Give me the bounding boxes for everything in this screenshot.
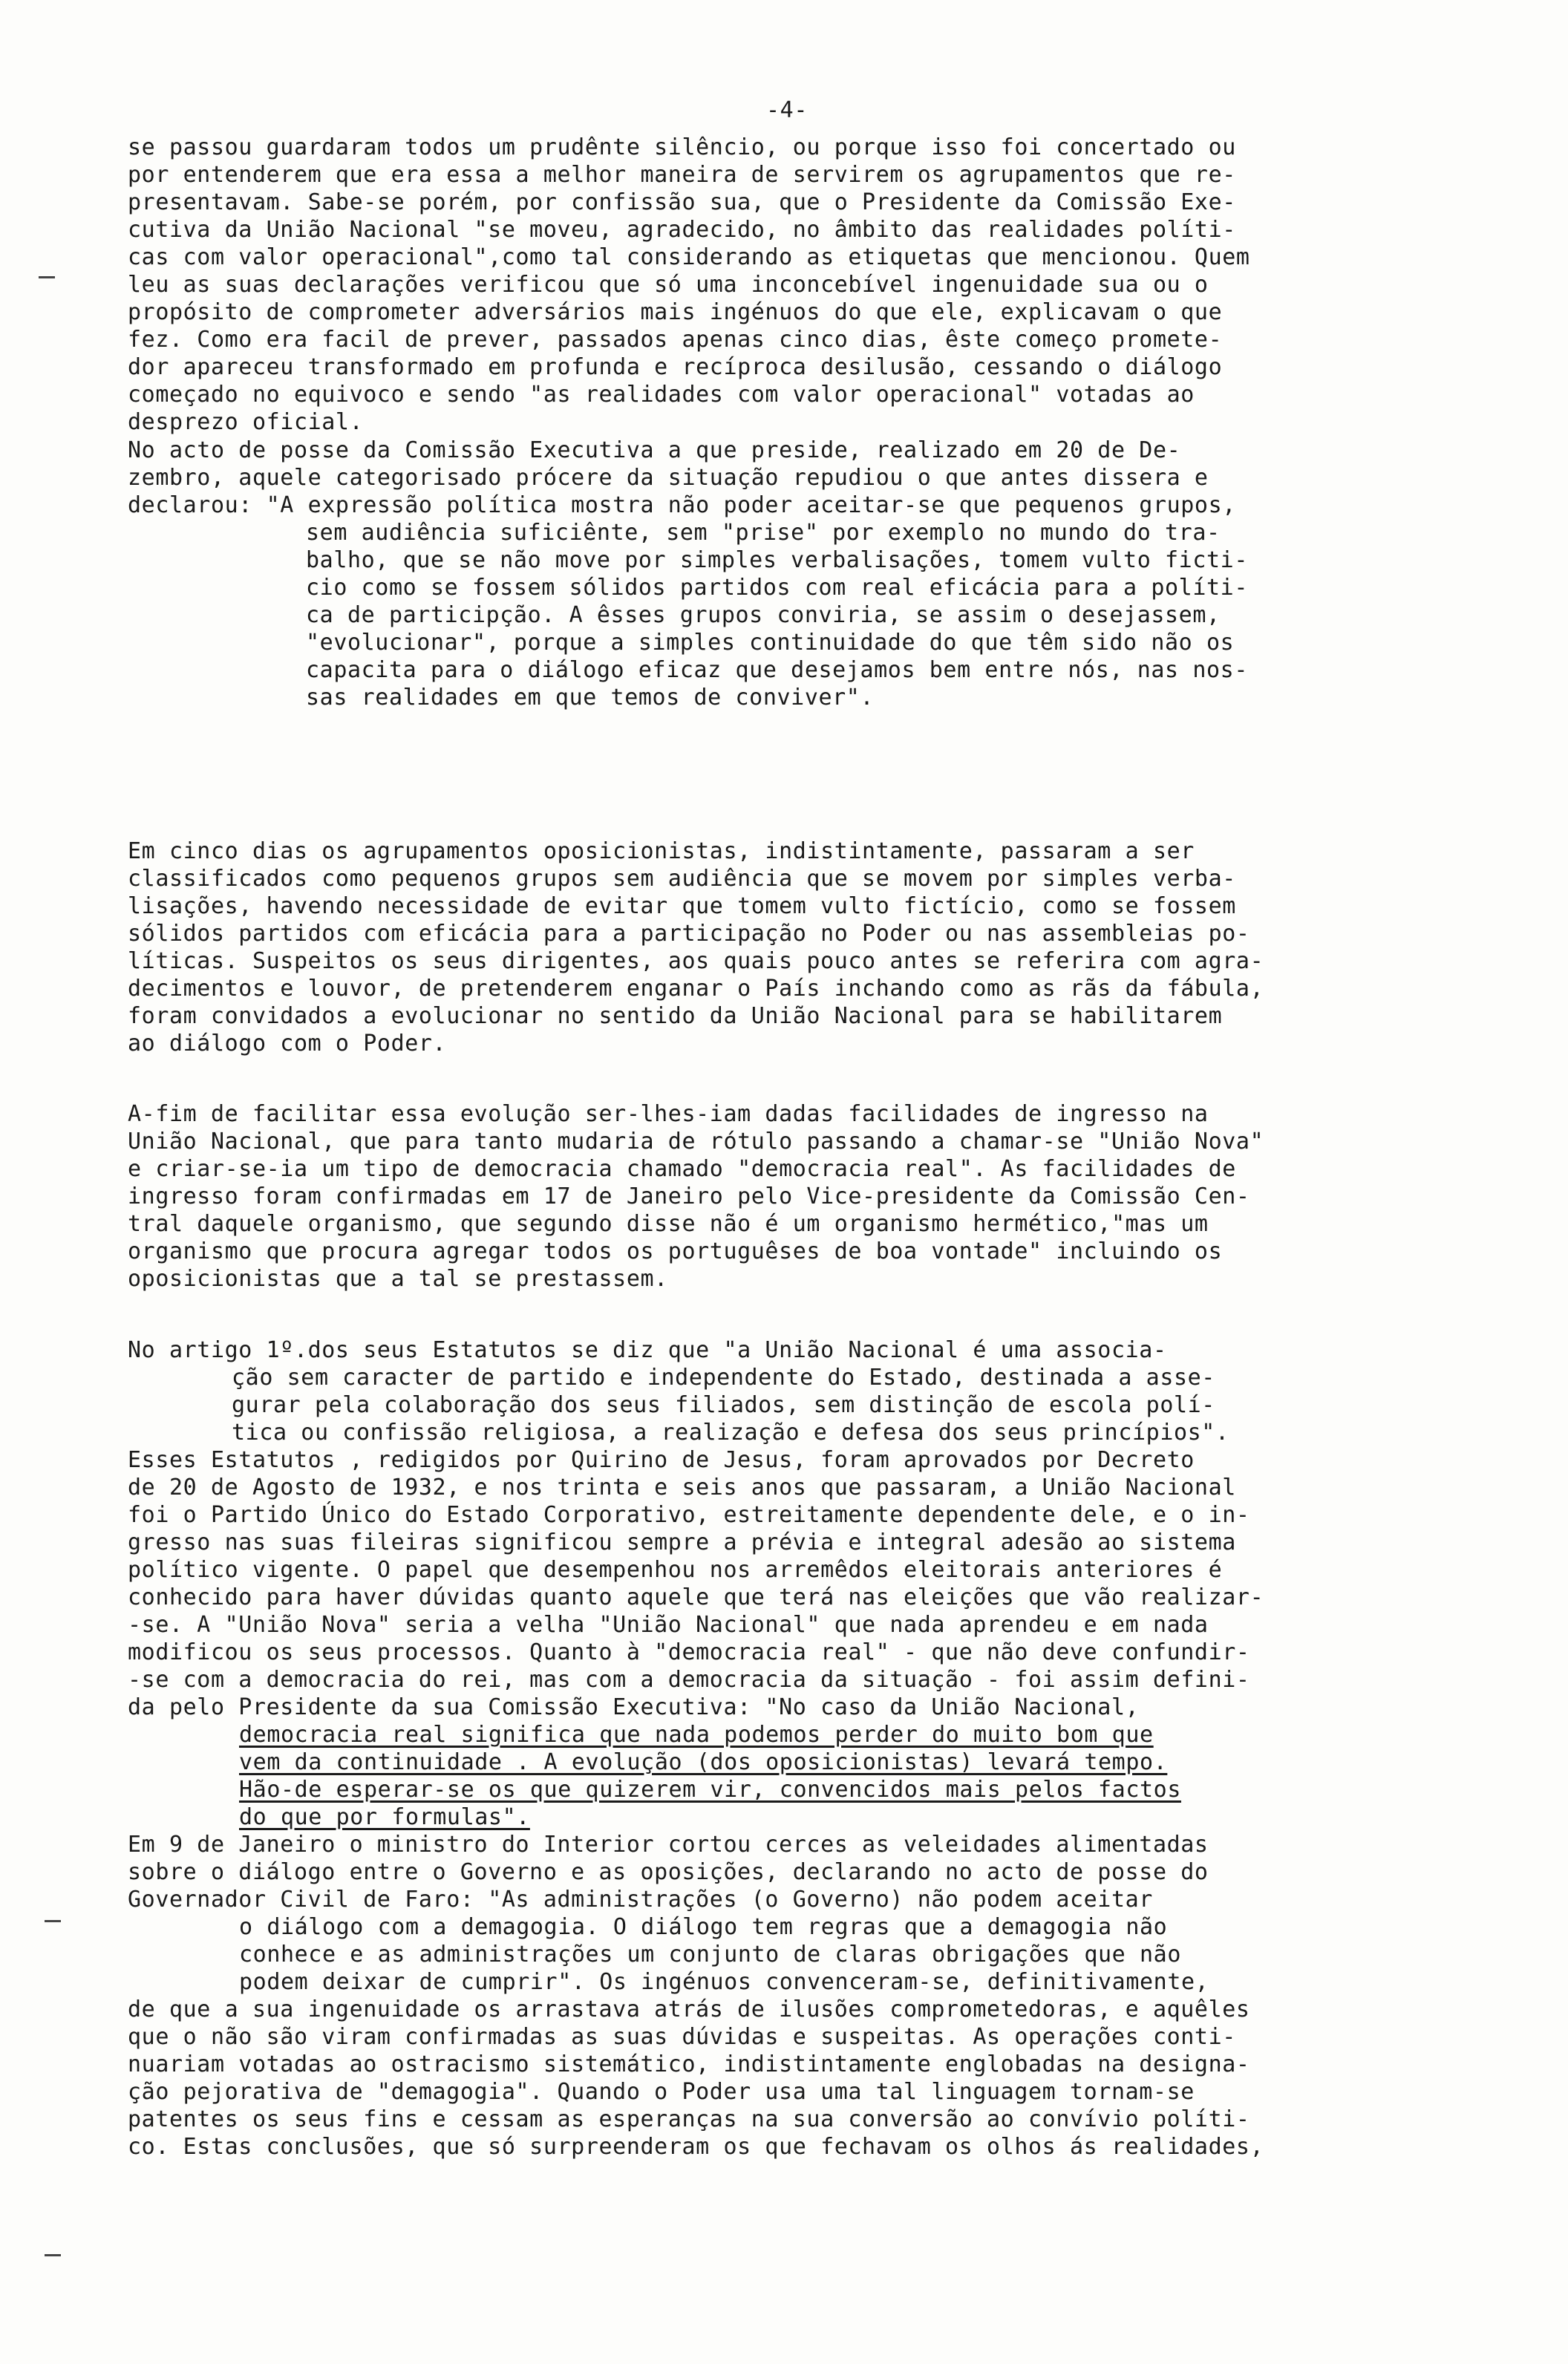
text-line: cutiva da União Nacional "se moveu, agradecido, no âmbito das realidades políti- <box>128 217 1236 243</box>
paragraph <box>128 1336 1523 1721</box>
text-line: lisações, havendo necessidade de evitar que tomem vulto fictício, como se fossem <box>128 893 1236 919</box>
text-line: sas realidades em que temos de conviver". <box>306 685 875 711</box>
text-line: cio como se fossem sólidos partidos com real eficácia para a políti- <box>306 575 1248 601</box>
text-line: oposicionistas que a tal se prestassem. <box>128 1266 668 1292</box>
text-line: zembro, aquele categorisado prócere da situação repudiou o que antes dissera e <box>128 465 1209 491</box>
paragraph <box>128 837 1523 1057</box>
text-line: leu as suas declarações verificou que só uma inconcebível ingenuidade sua ou o <box>128 272 1209 298</box>
text-line: classificados como pequenos grupos sem audiência que se movem por simples verba- <box>128 866 1236 892</box>
text-line: Em cinco dias os agrupamentos oposicionistas, indistintamente, passaram a ser <box>128 838 1195 864</box>
text-line: começado no equivoco e sendo "as realidades com valor operacional" votadas ao <box>128 382 1195 408</box>
text-line: presentavam. Sabe-se porém, por confissão sua, que o Presidente da Comissão Exe- <box>128 189 1236 215</box>
text-line: foram convidados a evolucionar no sentido da União Nacional para se habilitarem <box>128 1003 1223 1029</box>
margin-mark <box>39 276 55 278</box>
text-line: balho, que se não move por simples verbalisações, tomem vulto ficti- <box>306 547 1248 573</box>
paragraph <box>128 1100 1523 1293</box>
text-line: o diálogo com a demagogia. O diálogo tem regras que a demagogia não <box>239 1914 1168 1940</box>
text-line: co. Estas conclusões, que só surpreenderam os que fechavam os olhos ás realidades, <box>128 2134 1264 2160</box>
text-line: e criar-se-ia um tipo de democracia chamado "democracia real". As facilidades de <box>128 1156 1236 1182</box>
text-line: sem audiência suficiênte, sem "prise" por exemplo no mundo do tra- <box>306 520 1221 546</box>
text-line: fez. Como era facil de prever, passados apenas cinco dias, êste começo promete- <box>128 327 1223 353</box>
paragraph <box>128 1831 1523 2161</box>
paragraph <box>128 1721 1523 1831</box>
text-line: A-fim de facilitar essa evolução ser-lhes-iam dadas facilidades de ingresso na <box>128 1101 1209 1127</box>
text-line: desprezo oficial. <box>128 409 364 435</box>
text-line: "evolucionar", porque a simples continuidade do que têm sido não os <box>306 630 1235 656</box>
text-line: ca de participção. A êsses grupos conviria, se assim o desejassem, <box>306 602 1221 628</box>
text-line: político vigente. O papel que desempenhou nos arremêdos eleitorais anteriores é <box>128 1557 1223 1583</box>
text-line: de que a sua ingenuidade os arrastava atrás de ilusões comprometedoras, e aquêles <box>128 1996 1250 2022</box>
text-line: se passou guardaram todos um prudênte silêncio, ou porque isso foi concertado ou <box>128 134 1236 160</box>
text-line: tral daquele organismo, que segundo disse não é um organismo hermético,"mas um <box>128 1211 1209 1237</box>
text-line: patentes os seus fins e cessam as esperanças na sua conversão ao convívio políti- <box>128 2106 1250 2132</box>
text-line: ção sem caracter de partido e independente do Estado, destinada a asse- <box>232 1365 1215 1391</box>
paragraph <box>128 134 1523 436</box>
text-line: democracia real significa que nada podemos perder do muito bom que <box>239 1722 1154 1748</box>
text-line: podem deixar de cumprir". Os ingénuos convenceram-se, definitivamente, <box>239 1969 1209 1995</box>
text-line: sólidos partidos com eficácia para a participação no Poder ou nas assembleias po- <box>128 921 1250 947</box>
text-line: -se com a democracia do rei, mas com a democracia da situação - foi assim defini- <box>128 1667 1250 1693</box>
text-line: No artigo 1º.dos seus Estatutos se diz que "a União Nacional é uma associa- <box>128 1337 1167 1363</box>
text-line: propósito de comprometer adversários mais ingénuos do que ele, explicavam o que <box>128 299 1223 325</box>
text-line: dor apareceu transformado em profunda e recíproca desilusão, cessando o diálogo <box>128 354 1223 380</box>
text-line: ao diálogo com o Poder. <box>128 1031 447 1057</box>
text-line: -se. A "União Nova" seria a velha "União Nacional" que nada aprendeu e em nada <box>128 1612 1209 1638</box>
text-line: decimentos e louvor, de pretenderem enganar o País inchando como as rãs da fábula, <box>128 976 1264 1002</box>
text-line: vem da continuidade . A evolução (dos oposicionistas) levará tempo. <box>239 1749 1168 1775</box>
text-line: gresso nas suas fileiras significou sempre a prévia e integral adesão ao sistema <box>128 1529 1236 1555</box>
text-line: Esses Estatutos , redigidos por Quirino de Jesus, foram aprovados por Decreto <box>128 1447 1195 1473</box>
page-number: -4- <box>766 97 808 123</box>
text-line: ção pejorativa de "demagogia". Quando o Poder usa uma tal linguagem tornam-se <box>128 2079 1195 2105</box>
text-line: conhece e as administrações um conjunto de claras obrigações que não <box>239 1942 1181 1968</box>
paragraph <box>128 437 1523 711</box>
text-line: por entenderem que era essa a melhor maneira de servirem os agrupamentos que re- <box>128 162 1236 188</box>
text-line: tica ou confissão religiosa, a realização e defesa dos seus princípios". <box>232 1420 1229 1446</box>
text-line: gurar pela colaboração dos seus filiados, sem distinção de escola polí- <box>232 1392 1215 1418</box>
text-line: ingresso foram confirmadas em 17 de Janeiro pelo Vice-presidente da Comissão Cen- <box>128 1183 1250 1209</box>
text-line: capacita para o diálogo eficaz que desejamos bem entre nós, nas nos- <box>306 657 1248 683</box>
text-line: organismo que procura agregar todos os portuguêses de boa vontade" incluindo os <box>128 1238 1223 1264</box>
text-line: declarou: "A expressão política mostra não poder aceitar-se que pequenos grupos, <box>128 492 1236 518</box>
text-line: modificou os seus processos. Quanto à "democracia real" - que não deve confundir- <box>128 1639 1250 1665</box>
text-line: Em 9 de Janeiro o ministro do Interior cortou cerces as veleidades alimentadas <box>128 1832 1209 1858</box>
text-line: conhecido para haver dúvidas quanto aquele que terá nas eleições que vão realizar- <box>128 1584 1264 1610</box>
text-line: Governador Civil de Faro: "As administrações (o Governo) não podem aceitar <box>128 1887 1153 1913</box>
text-line: União Nacional, que para tanto mudaria de rótulo passando a chamar-se "União Nova" <box>128 1129 1264 1155</box>
text-line: de 20 de Agosto de 1932, e nos trinta e seis anos que passaram, a União Nacional <box>128 1475 1236 1501</box>
margin-mark <box>45 2254 61 2256</box>
text-line: do que por formulas". <box>239 1804 530 1830</box>
text-line: No acto de posse da Comissão Executiva a que preside, realizado em 20 de De- <box>128 437 1181 463</box>
text-line: líticas. Suspeitos os seus dirigentes, aos quais pouco antes se referira com agra- <box>128 948 1264 974</box>
text-line: sobre o diálogo entre o Governo e as oposições, declarando no acto de posse do <box>128 1859 1209 1885</box>
text-line: que o não são viram confirmadas as suas dúvidas e suspeitas. As operações conti- <box>128 2024 1236 2050</box>
text-line: nuariam votadas ao ostracismo sistemático, indistintamente englobadas na designa- <box>128 2051 1250 2077</box>
text-line: foi o Partido Único do Estado Corporativo, estreitamente dependente dele, e o in- <box>128 1502 1250 1528</box>
text-line: da pelo Presidente da sua Comissão Executiva: "No caso da União Nacional, <box>128 1694 1140 1720</box>
text-line: Hão-de esperar-se os que quizerem vir, convencidos mais pelos factos <box>239 1777 1181 1803</box>
text-line: cas com valor operacional",como tal considerando as etiquetas que mencionou. Quem <box>128 244 1250 270</box>
margin-mark <box>45 1920 61 1922</box>
